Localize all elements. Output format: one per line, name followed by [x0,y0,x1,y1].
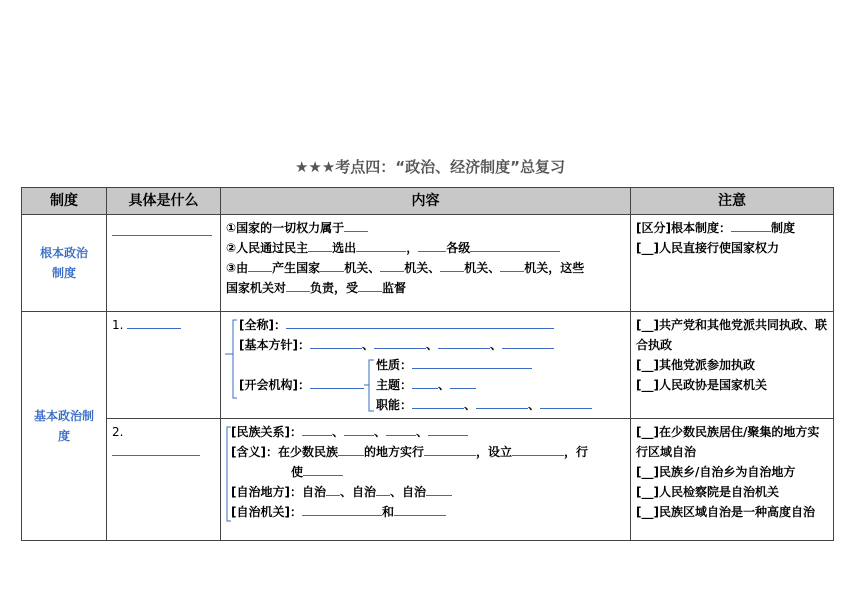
header-row [22,188,834,215]
blank-line[interactable] [286,316,554,329]
blank-line[interactable] [412,356,532,369]
blank-line[interactable] [540,396,592,409]
page-title: ★★★考点四：“政治、经济制度”总复习 [294,158,566,176]
system-fundamental: 根本政治制度 [22,215,107,312]
blank-line[interactable] [424,443,476,456]
header-notes: 注意 [631,188,834,215]
blank-line[interactable] [512,443,564,456]
brace-icon [223,318,243,406]
blank-line[interactable] [426,483,452,496]
blank-line[interactable] [308,239,332,252]
table-row [22,312,834,419]
system-basic: 基本政治制度 [22,312,107,541]
blank-line[interactable] [358,279,382,292]
blank-line[interactable] [394,503,446,516]
what-cell: 2. [107,419,221,541]
blank-line[interactable] [302,423,332,436]
content-cell: [全称]： [基本方针]： 、 、 、 [开会机构]： 性质： 主题： 、 职能： 、 、 [221,312,631,419]
content-cell: ①国家的一切权力属于 ②人民通过民主 选出 ， 各级 ③由 产生国家 机关、 机关、 机关、 机关，这些 国家机关对 负责，受 监督 [221,215,631,312]
notes-cell: [__]在少数民族居住/聚集的地方实行区域自治 [__]民族乡/自治乡为自治地方 [__]人民检察院是自治机关 [__]民族区域自治是一种高度自治 [631,419,834,541]
table-row [22,215,834,312]
blank-line[interactable] [380,259,404,272]
blank-line[interactable] [310,336,362,349]
blank-line[interactable] [438,336,490,349]
what-cell: 1. [107,312,221,419]
header-content: 内容 [221,188,631,215]
blank-line[interactable] [326,483,340,496]
blank-line[interactable] [376,483,390,496]
blank-line[interactable] [731,219,771,232]
blank-line[interactable] [450,376,476,389]
blank-line[interactable] [476,396,528,409]
blank-line[interactable] [320,259,344,272]
blank-line[interactable] [112,223,212,236]
review-table [21,187,834,541]
blank-line[interactable] [310,376,364,389]
blank-line[interactable] [344,423,374,436]
blank-line[interactable] [440,259,464,272]
blank-line[interactable] [500,259,524,272]
blank-line[interactable] [302,503,382,516]
table-row [22,419,834,541]
what-cell [107,215,221,312]
blank-line[interactable] [344,219,368,232]
blank-line[interactable] [127,316,181,329]
blank-line[interactable] [418,239,446,252]
blank-line[interactable] [412,376,438,389]
blank-line[interactable] [356,239,406,252]
header-system: 制度 [22,188,107,215]
blank-line[interactable] [428,423,468,436]
blank-line[interactable] [374,336,426,349]
notes-cell: [__]共产党和其他党派共同执政、联合执政 [__]其他党派参加执政 [__]人民政协是国家机关 [631,312,834,419]
blank-line[interactable] [303,463,343,476]
blank-line[interactable] [470,239,560,252]
blank-line[interactable] [338,443,364,456]
content-cell: [民族关系]： 、 、 、 [含义]：在少数民族 的地方实行 ，设立 ，行 使 [自治地方]：自治 、自治 、自治 [自治机关]： 和 [221,419,631,541]
brace-icon [364,359,376,413]
brace-icon [223,425,233,525]
blank-line[interactable] [502,336,554,349]
header-what: 具体是什么 [107,188,221,215]
blank-line[interactable] [412,396,464,409]
blank-line[interactable] [286,279,310,292]
blank-line[interactable] [248,259,272,272]
blank-line[interactable] [386,423,416,436]
blank-line[interactable] [112,443,200,456]
notes-cell: [区分]根本制度： 制度 [__]人民直接行使国家权力 [631,215,834,312]
